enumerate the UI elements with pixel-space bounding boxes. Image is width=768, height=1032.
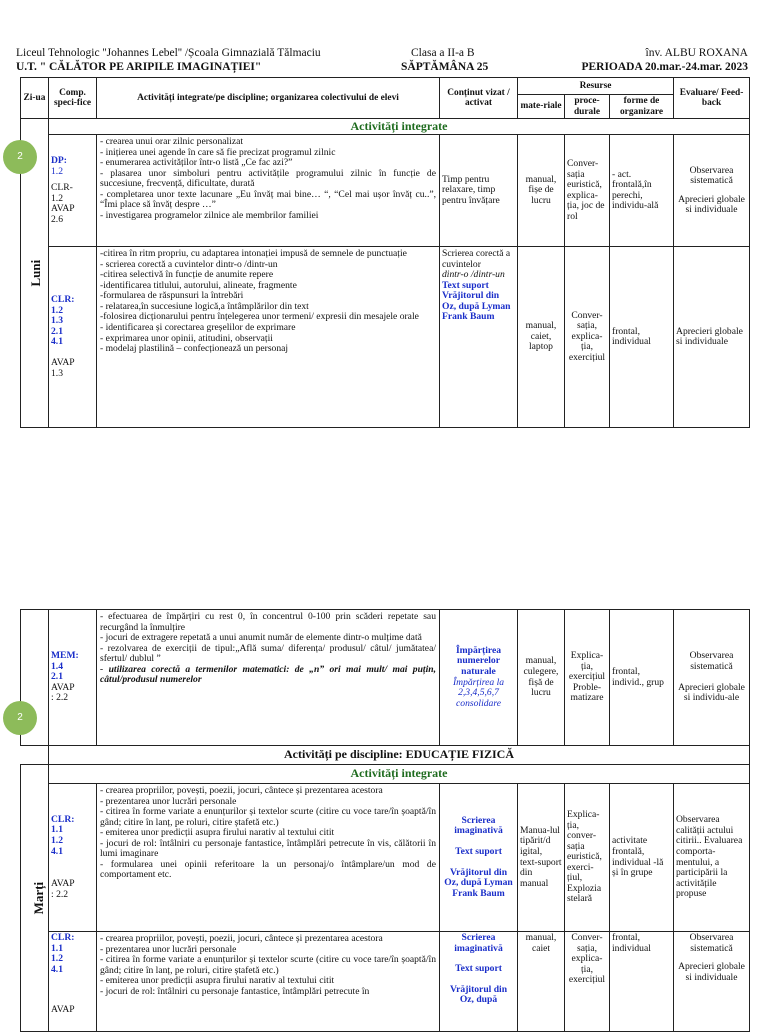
activity-item: - citirea în forme variate a enunțurilor și textelor scurte (citire cu voce tare/în șoaptă/în gând; citire în lanț, pe roluri, citire ștafetă etc.) — [100, 806, 436, 828]
comp-blue-2: 1.2 — [51, 165, 63, 177]
content-blue: Text suport Vrăjitorul din Oz, după Lyman Frank Baum — [442, 279, 511, 323]
col-content: Conținut vizat / activat — [440, 78, 518, 119]
section-title: Activități integrate — [49, 765, 750, 784]
page-badge: 2 — [3, 140, 37, 174]
period-label: PERIOADA 20.mar.-24.mar. 2023 — [581, 61, 748, 73]
activity-item: - prezentarea unor lucrări personale — [100, 943, 237, 955]
comp-blue: CLR: 1.1 1.2 4.1 — [51, 932, 75, 975]
activity-item: - relatarea,în succesiune logică,a întâmplărilor din text — [100, 300, 309, 312]
col-day: Zi-ua — [21, 78, 49, 119]
procedures-cell: Explica-ția, exercițiul Proble-matizare — [565, 610, 610, 746]
content-cell: Timp pentru relaxare, timp pentru învățare — [440, 135, 518, 247]
activity-item: - citirea în forme variate a enunțurilor și textelor scurte (citire cu voce tare/în șoaptă/în gând; citire în lanț, pe roluri, citire ștafetă etc.) — [100, 954, 436, 976]
forms-cell: frontal, individual — [610, 932, 674, 1032]
activity-item: - scrierea corectă a cuvintelor dintr-o /dintr-un — [100, 258, 278, 270]
plan-table-2 — [20, 609, 750, 1032]
activities-cell — [97, 784, 440, 932]
activity-item: - jocuri de rol: întâlniri cu personaje fantastice, întâmplări petrecute în vis, călătorii în lumi imaginare — [100, 837, 436, 860]
empty-cell — [21, 746, 49, 765]
evaluation-text: Observarea sistematică — [689, 650, 734, 672]
activity-item: - plasarea unor simboluri pentru activitățile programului zilnic în funcție de succesiune, frecvență, dificultate, durată — [100, 167, 436, 190]
day-cell — [21, 765, 49, 1032]
evaluation-text: Observarea sistematică — [689, 164, 734, 187]
competences-cell — [49, 135, 97, 247]
section-title: Activități integrate — [49, 119, 750, 135]
plan-table-1 — [20, 77, 750, 428]
activities-cell — [97, 135, 440, 247]
day-label: Marți — [31, 881, 47, 915]
materials-cell: manual, fișe de lucru — [518, 135, 565, 247]
activity-item: - emiterea unor predicții asupra firului narativ al textului citit — [100, 827, 335, 839]
evaluation-text: Aprecieri globale si individu-ale — [678, 681, 745, 704]
activity-item: - crearea propriilor, povești, poezii, jocuri, cântece și prezentarea acestora — [100, 933, 383, 944]
activity-item: - jocuri de extragere repetată a unui anumit număr de elemente dintr-o mulțime dată — [100, 632, 422, 644]
school-name: Liceul Tehnologic ''Johannes Lebel'' /Școala Gimnazială Tălmaciu — [16, 47, 321, 59]
competences-cell — [49, 784, 97, 932]
procedures-cell: Conver-sația, explica-ția, exercițiul — [565, 932, 610, 1032]
comp-rest: AVAP : 2.2 — [51, 681, 75, 704]
comp-rest: AVAP : 2.2 — [51, 878, 75, 900]
discipline-title: Activități pe discipline: EDUCAȚIE FIZICĂ — [49, 746, 750, 765]
evaluation-cell: Aprecieri globale si individuale — [674, 247, 750, 428]
activity-item: - utilizarea corectă a termenilor matematici: de „n” ori mai mult/ mai puțin, câtul/produsul numerelor — [100, 663, 436, 686]
content-blue: Scrierea imaginativă — [454, 814, 503, 837]
teacher-name: înv. ALBU ROXANA — [645, 47, 748, 59]
activity-item: - modelaj plastilină – confecționează un personaj — [100, 343, 289, 355]
evaluation-cell — [674, 610, 750, 746]
col-materials: mate-riale — [518, 95, 565, 119]
activity-item: - formularea unei opinii referitoare la un personaj/o întâmplare/un mod de comportament etc. — [100, 858, 436, 881]
activity-item: - crearea unui orar zilnic personalizat — [100, 136, 244, 148]
col-forms: forme de organizare — [610, 95, 674, 119]
comp-rest: CLR- 1.2 AVAP 2.6 — [51, 182, 75, 225]
forms-cell: - act. frontală,în perechi, individu-ală — [610, 135, 674, 247]
activity-item: - enumerarea activităților într-o listă „Ce fac azi?” — [100, 157, 293, 169]
col-activities: Activități integrate/pe discipline; organizarea colectivului de elevi — [97, 78, 440, 119]
week-label: SĂPTĂMÂNA 25 — [401, 61, 489, 73]
comp-blue: DP: — [51, 155, 67, 167]
unit-title: U.T. " CĂLĂTOR PE ARIPILE IMAGINAȚIEI" — [16, 61, 262, 73]
comp-rest: AVAP — [51, 1004, 75, 1016]
activities-cell — [97, 610, 440, 746]
comp-blue: CLR: 1.1 1.2 4.1 — [51, 813, 75, 857]
forms-cell: activitate frontală, individual -lă și în grupe — [610, 784, 674, 932]
content-italic: dintr-o /dintr-un — [442, 269, 505, 281]
page-badge: 2 — [3, 701, 37, 735]
col-evaluation: Evaluare/ Feed-back — [674, 78, 750, 119]
activity-item: - efectuarea de împărțiri cu rest 0, în concentrul 0-100 prin scăderi repetate sau recurgând la înmulțire — [100, 611, 436, 633]
comp-rest: AVAP 1.3 — [51, 357, 75, 379]
evaluation-text: Observarea sistematică — [689, 932, 734, 954]
day-label: Luni — [28, 259, 44, 287]
competences-cell — [49, 610, 97, 746]
activity-item: - prezentarea unor lucrări personale — [100, 795, 237, 807]
materials-cell: manual, caiet, laptop — [518, 247, 565, 428]
activity-item: - investigarea programelor zilnice ale membrilor familiei — [100, 210, 319, 222]
content-blue: Vrăjitorul din Oz, după — [449, 983, 508, 1006]
activity-item: - emiterea unor predicții asupra firului narativ al textului citit — [100, 975, 335, 987]
content-italic: Împărțirea la 2,3,4,5,6,7 consolidare — [452, 676, 505, 709]
activities-cell — [97, 247, 440, 428]
activity-item: -citirea selectivă în funcție de anumite repere — [100, 269, 274, 281]
activity-item: - identificarea și corectarea greșelilor de exprimare — [100, 322, 296, 334]
procedures-cell: Explica-ția, conver-sația euristică, exerci-țiul, Explozia stelară — [565, 784, 610, 932]
procedures-cell: Conver-sația, explica-ția, exercițiul — [565, 247, 610, 428]
content-cell — [440, 784, 518, 932]
activities-cell — [97, 932, 440, 1032]
col-comp: Comp. speci-fice — [49, 78, 97, 119]
activity-item: - crearea propriilor, povești, poezii, jocuri, cântece și prezentarea acestora — [100, 785, 383, 796]
activity-item: -citirea în ritm propriu, cu adaptarea intonației impusă de semnele de punctuație — [100, 248, 407, 260]
class-name: Clasa a II-a B — [411, 47, 475, 59]
content-blue: Vrăjitorul din Oz, după Lyman Frank Baum — [444, 866, 513, 899]
materials-cell: manual, culegere, fișă de lucru — [518, 610, 565, 746]
forms-cell: frontal, individual — [610, 247, 674, 428]
materials-cell: Manua-lul tipărit/d igital, text-suport din manual — [518, 784, 565, 932]
competences-cell — [49, 932, 97, 1032]
evaluation-cell — [674, 932, 750, 1032]
materials-cell: manual, caiet — [518, 932, 565, 1032]
content-blue: Scrierea imaginativă — [454, 932, 503, 954]
content-blue: Text suport — [455, 845, 502, 857]
content-blue: Împărțirea numerelor naturale — [455, 644, 502, 677]
comp-blue: CLR: 1.2 1.3 2.1 4.1 — [51, 294, 75, 348]
activity-item: - completarea unor texte lacunare „Eu învăț mai bine… “, “Cel mai ușor învăț cu..”, “Îmi place să învăț despre …” — [100, 188, 436, 211]
activity-item: - exprimarea unor opinii, atitudini, observații — [100, 332, 273, 344]
activity-item: -folosirea dicționarului pentru înțelegerea unor termeni/ expresii din mesajele orale — [100, 311, 419, 323]
content-blue: Text suport — [455, 963, 502, 975]
evaluation-text: Aprecieri globale si individuale — [678, 961, 745, 983]
content-text: Scrierea corectă a cuvintelor — [442, 248, 511, 270]
content-cell — [440, 932, 518, 1032]
evaluation-cell — [674, 135, 750, 247]
comp-blue: MEM: 1.4 2.1 — [51, 650, 79, 683]
activity-item: - inițierea unei agende în care să fie precizat programul zilnic — [100, 146, 336, 158]
activity-item: -formularea de răspunsuri la întrebări — [100, 290, 244, 302]
evaluation-text: Aprecieri globale si individuale — [678, 193, 745, 216]
forms-cell: frontal, individ., grup — [610, 610, 674, 746]
procedures-cell: Conver-sația euristică, explica-ția, joc de rol — [565, 135, 610, 247]
activity-item: - rezolvarea de exerciții de tipul:„Află suma/ diferența/ produsul/ câtul/ jumătatea/ sfertul/ dublul ” — [100, 642, 436, 665]
col-resources: Resurse — [518, 78, 674, 95]
content-cell — [440, 247, 518, 428]
evaluation-cell: Observarea calității actului citirii.. Evaluarea comporta-mentului, a participării la activitățile propuse — [674, 784, 750, 932]
activity-item: - jocuri de rol: întâlniri cu personaje fantastice, întâmplări petrecute în — [100, 985, 370, 997]
activity-item: -identificarea titlului, autorului, alineate, fragmente — [100, 279, 297, 291]
competences-cell — [49, 247, 97, 428]
content-cell — [440, 610, 518, 746]
col-procedures: proce-durale — [565, 95, 610, 119]
